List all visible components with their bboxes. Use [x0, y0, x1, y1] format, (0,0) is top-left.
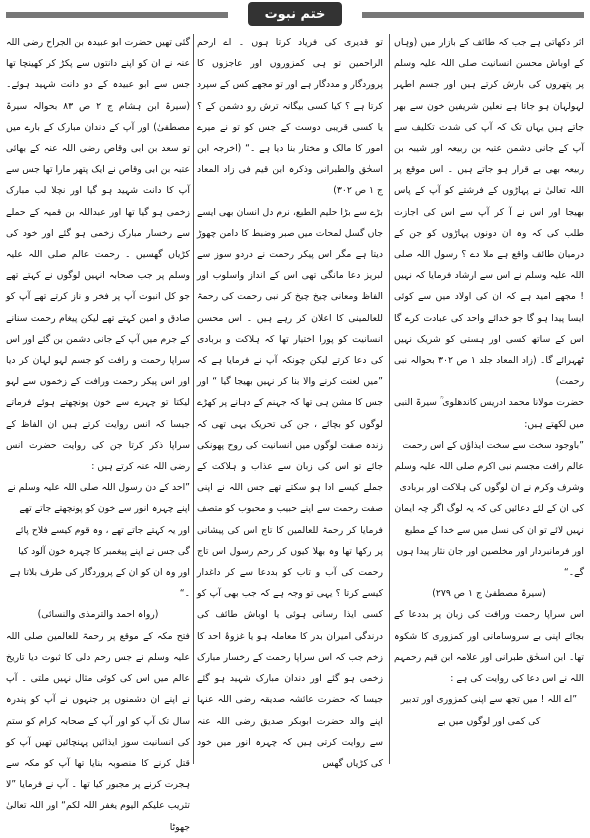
column-middle — [197, 32, 383, 769]
column-left — [6, 32, 191, 833]
paragraph: فتح مکہ کے موقع پر رحمۃ للعالمین صلی اللہ علیہ وسلم نے جس رحم دلی کا ثبوت دیا تاریخ عالم میں اس کی کوئی مثال نہیں ملتی ۔ آپ نے اپنے ان دشمنوں پر جنہوں نے آپ کو پندرہ سال تک آپ کو اور آپ کے صحابہ کرام کو ستم کی انسانیت سوز ایذائیں پہنچائیں تھیں آپ کو قتل کرنے کا منصوبہ بنایا تھا آپ کو مکہ سے ہجرت کرنے پر مجبور کیا تھا ۔ آپ نے فرمایا ”لا تثریب علیکم الیوم یغفر اللہ لکم“ اور اللہ تعالیٰ جھوٹا — [6, 630, 190, 833]
paragraph: تو قدیری کی فریاد کرتا ہوں ۔ اے ارحم الراحمین تو ہی کمزوروں اور عاجزوں کا پروردگار و مددگار ہے اور تو مجھے کس کے سپرد کرتا ہے ؟ کیا کسی بیگانہ ترش رو دشمن کے ؟ یا کسی قریبی دوست کے جس کو تو نے میرے امور کا مالک و مختار بنا دیا ہے ۔“ (اخرجہ ابن اسحٰق والطبرانی وذکرہ ابن قیم فی زاد المعاد ج ۱ ص ۳۰۲) — [197, 37, 383, 197]
column-right — [394, 32, 584, 766]
paragraph: اثر دکھاتی ہے جب کہ طائف کے بازار میں (وہاں کے اوباش محسن انسانیت صلی اللہ علیہ وسلم پر پتھروں کی بارش کرتے ہیں اور جسم اطہر لہولہان ہو جاتا ہے نعلین شریفین خون سے بھر جاتے ہیں یہاں تک کہ آپ کی شدت تکلیف سے آپ کے جانی دشمن عتبہ بن ربیعہ اور شیبہ بن ربیعہ بھی بے قرار ہو جاتے ہیں ۔ اس موقع پر اللہ تعالیٰ نے پہاڑوں کے فرشتے کو آپ کے پاس بھیجا اور اس نے آ کر آپ سے اس کی اجازت طلب کی کہ وہ ان دونوں پہاڑوں کو جن کے درمیان طائف واقع ہے ملا دے ؟ رسول اللہ صلی اللہ علیہ وسلم نے اس سے ارشاد فرمایا کہ نہیں ! مجھے امید ہے کہ ان کی اولاد میں سے کوئی ایسا پیدا ہو گا جو خدائے واحد کی عبادت کرے گا اس کے ساتھ کسی اور ہستی کو شریک نہیں ٹھہرائے گا۔ (زاد المعاد جلد ۱ ص ۳۰۲ بحوالہ نبی رحمت) — [394, 37, 585, 388]
header-rule-right — [362, 12, 584, 18]
quote: ”احد کے دن رسول اللہ صلی اللہ علیہ وسلم نے اپنے چہرہ انور سے خون کو پونچھتے جاتے تھے اور یہ کہتے جاتے تھے ، وہ قوم کیسے فلاح پائے گی جس نے اپنے پیغمبر کا چہرہ خون آلود کیا اور وہ ان کو ان کے پروردگار کی طرف بلاتا ہے ۔“ — [7, 482, 190, 600]
page-header — [0, 0, 590, 30]
paragraph: بڑے سے بڑا حلیم الطبع، نرم دل انسان بھی ایسے جاں گسل لمحات میں صبر وضبط کا دامن چھوڑ دیتا ہے مگر اس پیکر رحمت نے دردو سوز سے لبریز دعا مانگی تھی اس کے انداز واسلوب اور الفاظ ومعانی چیخ چیخ کر نبی رحمت کی رحمۃ للعالمینی کا اعلان کر رہے ہیں ۔ اس محسن انسانیت کو پورا اختیار تھا کہ ہلاکت و بربادی کی دعا کرتے لیکن چونکہ آپ نے فرمایا ہے کہ ”میں لعنت کرنے والا بنا کر نہیں بھیجا گیا “ اور جس کا مشن ہی تھا کہ جہنم کے دہانے پر کھڑے لوگوں کو بچائے ، جن کی تحریک یہی تھی کہ زندہ صفت لوگوں میں انسانیت کی روح پھونکی جائے تو اس کی زبان سے عذاب و ہلاکت کے جملے کیسے ادا ہو سکتے تھے جس اللہ نے اپنی صفت رحمت سے اپنے حبیب و محبوب کو متصف فرمایا کر رحمۃ للعالمین کا تاج اس کی پیشانی پر رکھا تھا وہ بھلا کیوں کر رحم رسول اس تاج رحمت کی آب و تاب کو بددعا سے کر داغدار کیسے کرتا ؟ یہی تو وجہ ہے کہ جب بھی آپ کو کسی ایذا رسانی ہوئی یا اوباش طائف کی درندگی امیران بدر کا معاملہ ہو یا غزوۂ احد کا زخم جب کہ اس سراپا رحمت کے رخسار مبارک زخمی ہو گئے اور دندان مبارک شہید ہو گئے جیسا کہ حضرت عائشہ صدیقہ رضی اللہ عنہا اپنے والد حضرت ابوبکر صدیق رضی اللہ عنہ سے روایت کرتی ہیں کہ چہرہ انور میں خود کی کڑیاں گھس — [197, 206, 383, 769]
paragraph: گئی تھیں حضرت ابو عبیدہ بن الجراح رضی اللہ عنہ نے ان کو اپنے دانتوں سے پکڑ کر کھینچا تھا جس سے ابو عبیدہ کے دو دانت شہید ہوئے۔ (سیرۃ ابن ہشام ج ۲ ص ۸۳ بحوالہ سیرۃ مصطفیٰ) اور آپ کے دندان مبارک کے بارے میں تو سعد بن ابی وقاص رضی اللہ عنہ کے بھائی عتبہ بن ابی وقاص نے ایک پتھر مارا تھا جس سے آپ کا دانت شہید ہو گیا اور نچلا لب مبارک زخمی ہو گیا تھا اور عبداللہ بن قمیہ کے حملے سے رخسار مبارک زخمی ہو گئے اور خود کی کڑیاں گھسیں ۔ رحمت عالم صلی اللہ علیہ وسلم پر جب صحابہ انہیں لوگوں نے کہتے تھے جو کل انبوت آپ پر فخر و ناز کرتے تھے آپ کو صادق و امین کہتے تھے لیکن پیغام رحمت سنانے کے جرم میں آپ کے جانی دشمن بن گئے اور اس سراپا رحمت و رافت کو جسم لہو لہان کر دیا اور اس پیکر رحمت ورافت کے زخموں سے لہو لیکتا تو چہرے سے خون پونچھتے ہوئے فرماتے جیسا کہ انس روایت کرتے ہیں ان الفاظ کے سراپا ذکر کرتا جن کی روایت حضرت انس رضی اللہ عنہ کرتے ہیں : — [6, 37, 191, 473]
quote: ”اے اللہ ! میں تجھ سے اپنی کمزوری اور تدبیر کی کمی اور لوگوں میں بے — [400, 694, 578, 727]
paragraph: اس سراپا رحمت ورافت کی زبان پر بددعا کے بجائے اپنی بے سروسامانی اور کمزوری کا شکوہ تھا۔ ابن اسحٰق طبرانی اور علامہ ابن قیم رحمہم اللہ نے اس دعا کی روایت کی ہے : — [394, 609, 584, 685]
quote: ”باوجود سخت سے سخت ایذاؤں کے اس رحمت عالم رافت مجسم نبی اکرم صلی اللہ علیہ وسلم وشرف وکرم نے ان لوگوں کی ہلاکت اور بربادی کی ان کے لئے دعائیں کی کہ یہ لوگ اگر چہ ایمان نہیں لائے تو ان کی نسل میں سے خدا کے مطیع اور فرمانبردار اور مخلصین اور جان نثار پیدا ہوں گے۔“ — [394, 439, 584, 579]
column-divider — [389, 34, 390, 764]
citation: (رواہ احمد والترمذی والنسائی) — [37, 609, 159, 621]
column-divider — [193, 34, 194, 764]
paragraph: حضرت مولانا محمد ادریس کاندھلوی ؒ سیرۃ النبی میں لکھتے ہیں: — [394, 397, 584, 430]
magazine-logo: ختم نبوت — [248, 2, 342, 26]
header-rule-left — [6, 12, 228, 18]
citation: (سیرۃ مصطفیٰ ج ۱ ص ۲۷۹) — [432, 588, 546, 600]
